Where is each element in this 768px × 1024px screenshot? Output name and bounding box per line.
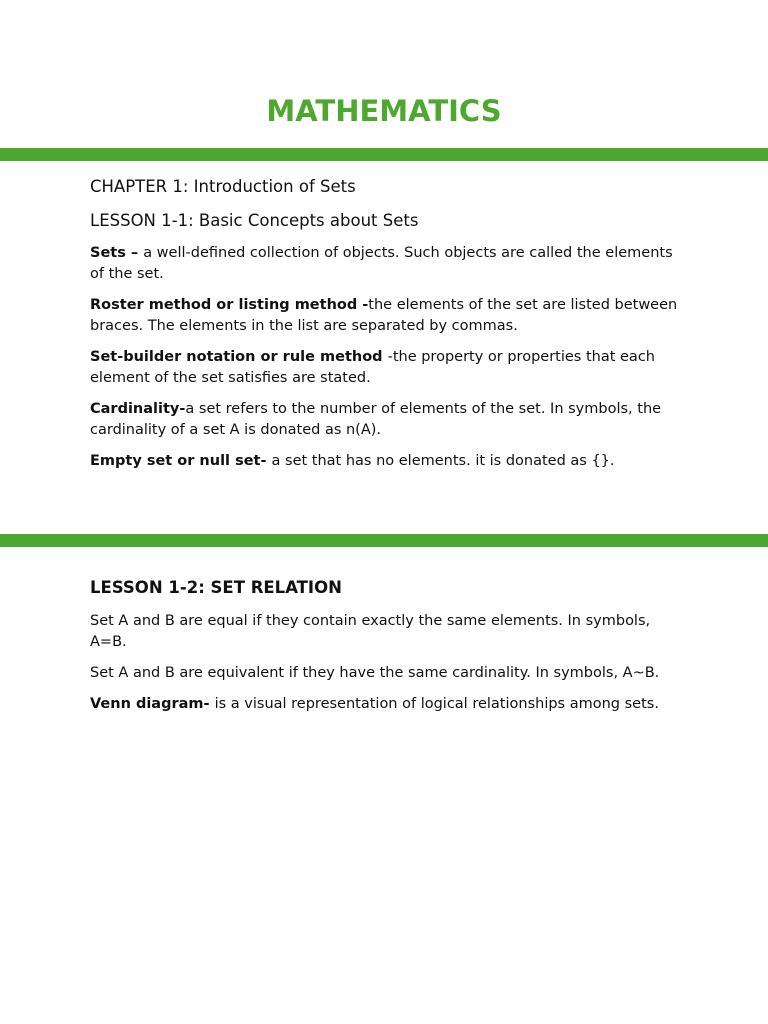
definition-text: a set refers to the number of elements of the set. In symbols, the cardinality of a set A is donated as n(A). [90, 401, 662, 438]
middle-divider [0, 534, 768, 547]
paragraph-equal-sets: Set A and B are equal if they contain exactly the same elements. In symbols, A=B. [90, 613, 651, 650]
definition-venn-diagram [90, 694, 690, 715]
lesson-1-1-title: LESSON 1-1: Basic Concepts about Sets [90, 211, 419, 230]
definition-term: Empty set or null set- [90, 453, 272, 469]
definition-term: Venn diagram- [90, 696, 215, 712]
paragraph-equivalent-sets: Set A and B are equivalent if they have the same cardinality. In symbols, A~B. [90, 665, 660, 681]
definition-cardinality [90, 399, 690, 441]
chapter-1-section [90, 176, 690, 482]
lesson-1-2-section [90, 577, 690, 725]
definition-text: a well-defined collection of objects. Such objects are called the elements of the set. [90, 245, 673, 282]
definition-term: Cardinality- [90, 401, 186, 417]
chapter-title: CHAPTER 1: Introduction of Sets [90, 177, 356, 196]
definition-set-builder [90, 347, 690, 389]
page-title: MATHEMATICS [266, 94, 502, 128]
definition-sets [90, 243, 690, 285]
definition-term: Set-builder notation or rule method [90, 349, 388, 365]
definition-term: Sets – [90, 245, 144, 261]
definition-term: Roster method or listing method - [90, 297, 369, 313]
definition-text: is a visual representation of logical relationships among sets. [214, 696, 659, 712]
definition-text: -the property or properties that each element of the set satisfies are stated. [90, 349, 655, 386]
top-divider [0, 148, 768, 161]
definition-text: the elements of the set are listed between braces. The elements in the list are separated by commas. [90, 297, 678, 334]
definition-roster-method [90, 295, 690, 337]
definition-text: a set that has no elements. it is donated as {}. [271, 453, 615, 469]
definition-empty-set [90, 451, 690, 472]
lesson-1-2-title: LESSON 1-2: SET RELATION [90, 578, 342, 597]
